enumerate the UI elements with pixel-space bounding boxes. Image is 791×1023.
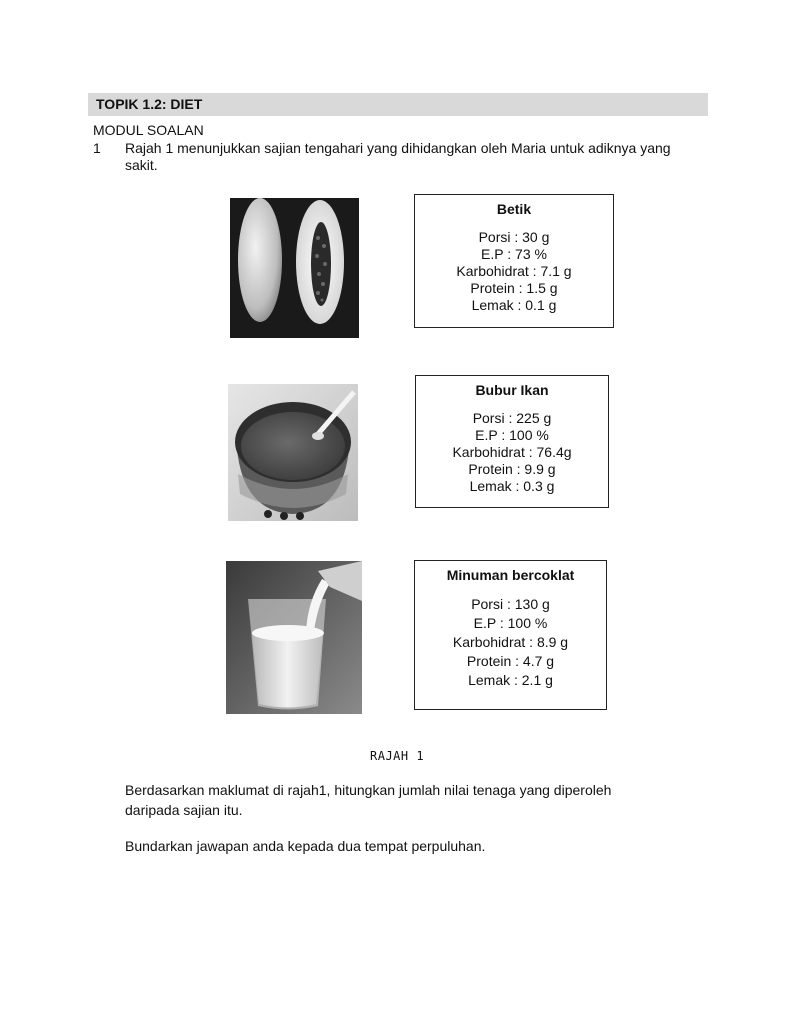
rounding-instruction: Bundarkan jawapan anda kepada dua tempat perpuluhan. <box>125 838 486 854</box>
fish-porridge-image <box>228 384 358 521</box>
minuman-bercoklat-info-box <box>414 560 607 710</box>
carbohydrate-line: Karbohidrat : 7.1 g <box>456 263 572 279</box>
ep-line: E.P : 73 % <box>481 246 547 262</box>
food-name: Minuman bercoklat <box>446 567 575 583</box>
fat-line: Lemak : 2.1 g <box>468 672 553 688</box>
fat-line: Lemak : 0.3 g <box>469 478 555 494</box>
carbohydrate-line: Karbohidrat : 8.9 g <box>452 634 569 650</box>
portion-line: Porsi : 225 g <box>472 410 552 426</box>
question-text: Rajah 1 menunjukkan sajian tengahari yang dihidangkan oleh Maria untuk adiknya yang sakit. <box>125 140 671 173</box>
betik-info-box <box>414 194 614 328</box>
bubur-ikan-info-box <box>415 375 609 508</box>
fat-line: Lemak : 0.1 g <box>471 297 557 313</box>
protein-line: Protein : 4.7 g <box>466 653 555 669</box>
question-number: 1 <box>93 140 101 156</box>
portion-line: Porsi : 130 g <box>471 596 550 612</box>
module-label: MODUL SOALAN <box>93 122 204 138</box>
carbohydrate-line: Karbohidrat : 76.4g <box>452 444 572 460</box>
chocolate-drink-image <box>226 561 362 714</box>
portion-line: Porsi : 30 g <box>478 229 550 245</box>
papaya-image <box>230 198 359 338</box>
topic-heading: TOPIK 1.2: DIET <box>88 93 708 116</box>
protein-line: Protein : 9.9 g <box>468 461 556 477</box>
protein-line: Protein : 1.5 g <box>470 280 558 296</box>
food-name: Betik <box>496 201 532 217</box>
figure-caption: RAJAH 1 <box>370 749 425 763</box>
food-name: Bubur Ikan <box>475 382 549 398</box>
instruction-paragraph: Berdasarkan maklumat di rajah1, hitungkan jumlah nilai tenaga yang diperoleh daripada sajian itu. <box>125 782 612 818</box>
ep-line: E.P : 100 % <box>473 615 548 631</box>
ep-line: E.P : 100 % <box>475 427 549 443</box>
